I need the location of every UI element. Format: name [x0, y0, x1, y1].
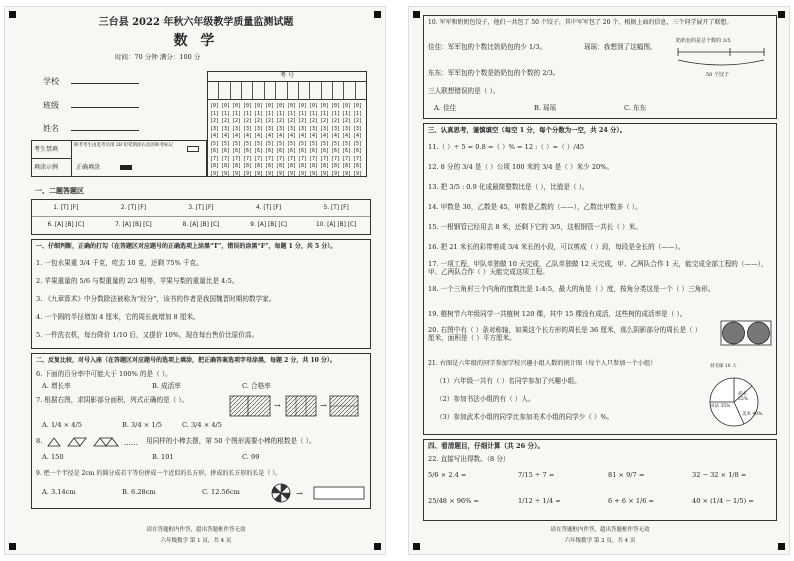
id-digit-bubble[interactable]: [4] [232, 133, 242, 139]
id-digit-bubble[interactable]: [9] [243, 170, 253, 177]
q9-option-b: B. 6.28cm [122, 488, 156, 496]
id-digit-bubble[interactable]: [6] [298, 148, 308, 154]
answer-bubble-group[interactable]: 4. [T] [F] [256, 204, 282, 211]
id-digit-bubble[interactable]: [8] [210, 163, 220, 169]
answer-bubble-group[interactable]: 7. [A] [B] [C] [115, 222, 152, 229]
id-digit-bubble[interactable]: [6] [342, 148, 352, 154]
id-digit-bubble[interactable]: [8] [353, 163, 363, 169]
id-digit-bubble[interactable]: [5] [232, 140, 242, 147]
id-digit-bubble[interactable]: [4] [320, 133, 330, 139]
id-header: 考 号 [208, 72, 366, 82]
id-digit-bubble[interactable]: [2] [221, 118, 231, 124]
id-digit-bubble[interactable]: [1] [342, 110, 352, 117]
id-digit-bubble[interactable]: [5] [298, 140, 308, 147]
pie-label-badminton: 羽毛球 10 人 [710, 364, 737, 369]
id-digit-bubble[interactable]: [8] [243, 163, 253, 169]
svg-text:→: → [274, 401, 281, 410]
id-digit-bubble[interactable]: [9] [210, 170, 220, 177]
answer-bubble-area[interactable] [31, 199, 371, 235]
question-19: 19. 植树节六年级同学一共植树 120 棵，其中 15 棵没有成活，这些树的成活率是（ ）。 [428, 310, 687, 318]
id-digit-bubble[interactable]: [4] [276, 133, 286, 139]
registration-mark [374, 543, 381, 550]
answer-bubble-group[interactable]: 2. [T] [F] [120, 204, 146, 211]
id-digit-bubble[interactable]: [1] [309, 110, 319, 117]
id-digit-bubble[interactable]: [5] [243, 140, 253, 147]
id-digit-row[interactable] [210, 161, 364, 169]
answer-bubble-group[interactable]: 9. [A] [B] [C] [250, 222, 287, 229]
calc-6: 1/12 ÷ 1/4 = [518, 497, 561, 505]
id-digit-bubble[interactable]: [0] [210, 103, 220, 109]
id-digit-bubble[interactable]: [3] [254, 125, 264, 132]
circle-to-rectangle-figure [270, 482, 370, 504]
q10-question: 三人联想错误的是（ ）。 [428, 87, 500, 95]
id-digit-bubble[interactable]: [1] [276, 110, 286, 117]
question-8-number: 8. [36, 437, 43, 445]
id-digit-bubble[interactable]: [8] [320, 163, 330, 169]
id-digit-bubble[interactable]: [0] [309, 103, 319, 109]
svg-text:→: → [296, 489, 303, 498]
student-id-grid[interactable] [207, 71, 367, 177]
id-digit-bubble[interactable]: [7] [320, 155, 330, 162]
q7-option-c: C. 3/4 × 4/5 [182, 421, 222, 429]
id-digit-bubble[interactable]: [8] [287, 163, 297, 169]
question-20: 20. 右图中有（ ）条对称轴，如果这个长方形的周长是 36 厘米，那么阴影部分的周长是（ ）厘米，面积是（ ）平方厘米。 [428, 326, 699, 342]
q10-statement-a: 佳佳：军军包的个数比奶奶包的少 1/3。 [428, 43, 547, 51]
id-digit-bubble[interactable]: [5] [342, 140, 352, 147]
id-digit-bubble[interactable]: [7] [287, 155, 297, 162]
id-digit-bubble[interactable]: [9] [232, 170, 242, 177]
registration-mark [413, 11, 420, 18]
id-digit-bubble[interactable]: [1] [287, 110, 297, 117]
id-digit-bubble[interactable]: [8] [309, 163, 319, 169]
school-field[interactable] [43, 77, 139, 87]
calc-8: 40 × (1/4 − 1/5) = [692, 497, 754, 505]
pie-label-martial-arts: 武术 25% [738, 392, 749, 403]
id-digit-bubble[interactable]: [2] [232, 118, 242, 124]
id-digit-bubble[interactable]: [9] [265, 170, 275, 177]
id-digit-bubble[interactable]: [0] [353, 103, 363, 109]
id-digit-bubble[interactable]: [2] [309, 118, 319, 124]
calc-3: 81 × 9/7 = [608, 471, 645, 479]
id-digit-row[interactable] [210, 109, 364, 117]
field-label: 姓名 [43, 124, 59, 133]
class-field[interactable] [43, 101, 139, 111]
q10-statement-b: 瑶瑶：我想到了这幅图。 [584, 43, 657, 51]
q7-option-b: B. 3/4 × 1/5 [122, 421, 162, 429]
id-digit-bubble[interactable]: [7] [210, 155, 220, 162]
fill-note: 正确填涂 [76, 164, 101, 171]
id-digit-bubble[interactable]: [0] [287, 103, 297, 109]
q8-option-a: A. 150 [42, 453, 64, 461]
id-digit-bubble[interactable]: [8] [232, 163, 242, 169]
q7-option-a: A. 1/4 × 4/5 [42, 421, 82, 429]
section-2-title: 二、反复比较，对号入座（在答题区对应题号的选项上填涂，把正确答案选项字母涂黑，每题 2 分，共 10 分）。 [36, 357, 336, 364]
field-label: 学校 [43, 77, 59, 86]
hatched-rectangles-figure [228, 390, 360, 420]
question-3: 3. 《九章算术》中分数除法被称为“经分”，该书的作者是我国魏晋时期的数学家。 [36, 295, 276, 303]
id-digit-bubble[interactable]: [1] [232, 110, 242, 117]
id-digit-bubble[interactable]: [4] [210, 133, 220, 139]
answer-bubble-group[interactable]: 6. [A] [B] [C] [47, 222, 85, 229]
id-digit-row[interactable] [210, 101, 364, 109]
id-digit-bubble[interactable]: [3] [276, 125, 286, 132]
calc-4: 32 − 32 × 1/8 = [692, 471, 747, 479]
id-digit-bubble[interactable]: [7] [298, 155, 308, 162]
answer-bubble-group[interactable]: 10. [A] [B] [C] [316, 222, 357, 229]
question-8: 用同样的小棒去摆，第 50 个图形需要小棒的根数是（ ）。 [146, 437, 316, 445]
question-4: 4. 一个圆的半径增加 4 厘米，它的周长就增加 8 厘米。 [36, 313, 200, 321]
section-4-title: 四、看清题目，仔细计算（共 26 分）。 [428, 442, 544, 450]
id-digit-bubble[interactable]: [5] [265, 140, 275, 147]
id-digit-bubble[interactable]: [8] [342, 163, 352, 169]
id-digit-bubble[interactable]: [2] [298, 118, 308, 124]
id-digit-bubble[interactable]: [3] [221, 125, 231, 132]
section-2-box [31, 353, 371, 509]
id-digit-bubble[interactable]: [7] [342, 155, 352, 162]
answer-area-title: 一、二题答题区 [35, 186, 84, 195]
id-digit-bubble[interactable]: [7] [232, 155, 242, 162]
question-9: 9. 把一个半径是 2cm 的圆分成若干等份拼成一个近似的长方形，拼成的长方形的长是（ ）。 [36, 470, 282, 477]
id-digit-bubble[interactable]: [5] [254, 140, 264, 147]
id-digit-bubble[interactable]: [2] [353, 118, 363, 124]
field-label: 班级 [43, 101, 59, 110]
id-digit-bubble[interactable]: [0] [254, 103, 264, 109]
id-digit-bubble[interactable]: [7] [221, 155, 231, 162]
question-21: 21. 右图是六年级的同学参加学校兴趣小组人数的统计图（每个人只参加一个小组） [428, 360, 657, 367]
question-17: 17. 一项工程，甲队单独做 10 天完成，乙队单独做 12 天完成，甲、乙两队合作 1 天，能完成全部工程的（——），甲、乙两队合作（ ）天能完成这项工程。 [428, 260, 768, 276]
id-digit-bubble[interactable]: [0] [221, 103, 231, 109]
id-digit-bubble[interactable]: [6] [331, 148, 341, 154]
id-digit-bubble[interactable]: [4] [309, 133, 319, 139]
question-12: 12. 8 分的 3/4 是（ ）公顷 100 米的 3/4 是（ ）米少 20%。 [428, 163, 614, 171]
svg-text:→: → [320, 401, 327, 410]
id-digit-bubble[interactable]: [5] [331, 140, 341, 147]
id-digit-bubble[interactable]: [1] [210, 110, 220, 117]
q6-option-a: A. 增长率 [42, 382, 71, 390]
calc-2: 7/15 ÷ 7 = [518, 471, 555, 479]
id-digit-bubble[interactable]: [4] [243, 133, 253, 139]
answer-row [32, 200, 370, 217]
name-field[interactable] [43, 124, 139, 134]
id-digit-bubble[interactable]: [1] [353, 110, 363, 117]
id-digit-bubble[interactable]: [3] [320, 125, 330, 132]
question-15: 15. 一根钢管已经用去 8 米，还剩下它的 3/5，这根钢管一共长（ ）米。 [428, 223, 642, 231]
id-digit-bubble[interactable]: [2] [331, 118, 341, 124]
q10-option-a: A. 佳佳 [434, 104, 457, 112]
registration-mark [9, 543, 16, 550]
question-6: 6. 下面的百分率中可能大于 100% 的是（ ）。 [36, 370, 172, 378]
id-digit-bubble[interactable]: [6] [254, 148, 264, 154]
id-digit-bubble[interactable]: [4] [265, 133, 275, 139]
id-digit-bubble[interactable]: [9] [221, 170, 231, 177]
id-digit-bubble[interactable]: [5] [221, 140, 231, 147]
page-2-footer-page: 六年级数学 第 2 页，共 4 页 [564, 538, 636, 544]
q9-option-a: A. 3.14cm [42, 488, 76, 496]
id-digit-bubble[interactable]: [3] [331, 125, 341, 132]
id-digit-bubble[interactable]: [5] [309, 140, 319, 147]
id-digit-bubble[interactable]: [4] [221, 133, 231, 139]
id-digit-bubble[interactable]: [2] [265, 118, 275, 124]
q8-option-b: B. 101 [152, 453, 174, 461]
id-digit-bubble[interactable]: [7] [309, 155, 319, 162]
id-digit-bubble[interactable]: [8] [254, 163, 264, 169]
id-digit-bubble[interactable]: [6] [243, 148, 253, 154]
svg-text:……: …… [124, 439, 138, 447]
id-digit-bubble[interactable]: [3] [353, 125, 363, 132]
id-digit-bubble[interactable]: [2] [276, 118, 286, 124]
id-digit-bubble[interactable]: [9] [353, 170, 363, 177]
page-2-footer-note: 请在答题框内作答，超出答题框作答无效 [550, 527, 650, 533]
id-digit-bubble[interactable]: [5] [320, 140, 330, 147]
id-digit-bubble[interactable]: [6] [265, 148, 275, 154]
question-21-3: （3）参加武术小组的同学比参加美术小组的同学少（ ）%。 [436, 413, 614, 421]
id-digit-bubble[interactable]: [2] [210, 118, 220, 124]
subject-title: 数 学 [173, 33, 219, 49]
id-digit-bubble[interactable]: [3] [243, 125, 253, 132]
q20-circles-rectangle-figure [720, 320, 772, 346]
id-digit-bubble[interactable]: [6] [210, 148, 220, 154]
id-digit-bubble[interactable]: [4] [342, 133, 352, 139]
id-digit-bubble[interactable]: [1] [265, 110, 275, 117]
id-digit-bubble[interactable]: [1] [298, 110, 308, 117]
q10-option-c: C. 东东 [624, 104, 647, 112]
id-digit-row[interactable] [210, 124, 364, 132]
pie-label-art: 美术 40% [742, 412, 763, 417]
section-1-title: 一、仔细判断，正确的打勾（在答题区对应题号的正确选项上涂黑“T”，错误的涂黑“F”，每题 1 分，共 5 分）。 [36, 243, 337, 250]
question-14: 14. 甲数是 30，乙数是 45，甲数是乙数的（——），乙数比甲数多（ ）。 [428, 203, 642, 211]
id-digit-bubble[interactable]: [5] [210, 140, 220, 147]
id-digit-bubble[interactable]: [9] [320, 170, 330, 177]
section-3-title: 三、认真思考，谨慎填空（每空 1 分，每个分数为一空，共 24 分）。 [428, 126, 626, 134]
calc-7: 6 + 6 × 1/6 = [608, 497, 655, 505]
id-digit-bubble[interactable]: [8] [298, 163, 308, 169]
id-digit-bubble[interactable]: [0] [320, 103, 330, 109]
answer-bubble-group[interactable]: 1. [T] [F] [53, 204, 79, 211]
id-digit-bubble[interactable]: [9] [254, 170, 264, 177]
id-digit-bubble[interactable]: [0] [243, 103, 253, 109]
q10-diagram-top-label: 奶奶包的是总个数的 3/5 [676, 38, 731, 44]
id-digit-bubble[interactable]: [7] [276, 155, 286, 162]
question-18: 18. 一个三角形三个内角的度数比是 1:4:5，最大的角是（ ）度，按角分类这是一个（ ）三角形。 [428, 285, 715, 293]
id-digit-bubble[interactable]: [0] [265, 103, 275, 109]
id-digit-bubble[interactable]: [4] [254, 133, 264, 139]
q6-option-b: B. 成活率 [152, 382, 181, 390]
exam-marks-box [31, 140, 207, 177]
id-digit-row[interactable] [210, 139, 364, 147]
question-13: 13. 把 3/5 : 0.9 化成最简整数比是（ ），比值是（ ）。 [428, 183, 589, 191]
question-2: 2. 苹果重量的 5/6 与梨重量的 2/3 相等，苹果与梨的重量比是 4:5。 [36, 277, 239, 285]
id-digit-bubble[interactable]: [4] [298, 133, 308, 139]
id-digit-bubble[interactable]: [5] [287, 140, 297, 147]
id-digit-bubble[interactable]: [7] [243, 155, 253, 162]
q10-diagram-bottom-label: 50 个饺子 [706, 72, 729, 78]
id-digit-bubble[interactable]: [6] [287, 148, 297, 154]
id-digit-bubble[interactable]: [0] [331, 103, 341, 109]
id-digit-bubble[interactable]: [6] [309, 148, 319, 154]
time-info: 时间：70 分钟 满分：100 分 [115, 53, 201, 61]
id-digit-bubble[interactable]: [0] [276, 103, 286, 109]
id-digit-row[interactable] [210, 131, 364, 139]
id-digit-bubble[interactable]: [3] [265, 125, 275, 132]
id-digit-bubble[interactable]: [9] [298, 170, 308, 177]
id-digit-row[interactable] [210, 116, 364, 124]
id-digit-bubble[interactable]: [3] [287, 125, 297, 132]
id-digit-bubble[interactable]: [7] [353, 155, 363, 162]
id-digit-bubble[interactable]: [8] [221, 163, 231, 169]
id-digit-row[interactable] [210, 154, 364, 162]
registration-mark [413, 543, 420, 550]
id-digit-bubble[interactable]: [3] [298, 125, 308, 132]
id-digit-bubble[interactable]: [1] [254, 110, 264, 117]
id-digit-bubble[interactable]: [9] [287, 170, 297, 177]
answer-row [32, 217, 370, 234]
id-digit-bubble[interactable]: [7] [331, 155, 341, 162]
id-digit-bubble[interactable]: [2] [243, 118, 253, 124]
id-digit-bubble[interactable]: [6] [221, 148, 231, 154]
id-digit-bubble[interactable]: [2] [287, 118, 297, 124]
answer-bubble-group[interactable]: 3. [T] [F] [188, 204, 214, 211]
q9-option-c: C. 12.56cm [202, 488, 240, 496]
id-digit-bubble[interactable]: [6] [276, 148, 286, 154]
fill-example-mark [120, 165, 132, 170]
section-4-box [423, 439, 777, 521]
registration-mark [778, 11, 785, 18]
exam-page-2 [408, 6, 790, 555]
id-digit-bubble[interactable]: [8] [276, 163, 286, 169]
id-digit-bubble[interactable]: [3] [309, 125, 319, 132]
id-digit-bubble[interactable]: [2] [342, 118, 352, 124]
id-digit-bubble[interactable]: [3] [232, 125, 242, 132]
id-digit-bubble[interactable]: [7] [265, 155, 275, 162]
id-digit-bubble[interactable]: [2] [254, 118, 264, 124]
pie-label-calligraphy: 书法 35% [710, 404, 731, 409]
q8-option-c: C. 99 [242, 453, 260, 461]
question-10: 10. 军军和奶奶包饺子，他们一共包了 50 个饺子，其中军军包了 20 个，根据上面的信息，三个同学展开了联想。 [428, 19, 733, 26]
question-5: 5. 一件洗衣机，每台降价 1/10 后，又提价 10%，现在每台售价比原价高。 [36, 331, 259, 339]
id-digit-bubble[interactable]: [4] [331, 133, 341, 139]
page-1-footer-note: 请在答题框内作答，超出答题框作答无效 [146, 527, 246, 533]
calc-1: 5/6 × 2.4 = [428, 471, 467, 479]
question-16: 16. 把 21 米长的彩带剪成 3/4 米长的小段，可以剪成（ ）段，每段是全长的（——）。 [428, 243, 685, 251]
id-digit-bubble[interactable]: [1] [221, 110, 231, 117]
id-digit-bubble[interactable]: [3] [210, 125, 220, 132]
answer-bubble-group[interactable]: 5. [T] [F] [323, 204, 349, 211]
id-digit-row[interactable] [210, 146, 364, 154]
id-digit-bubble[interactable]: [7] [254, 155, 264, 162]
question-21-1: （1）六年级一共有（ ）名同学参加了兴趣小组。 [436, 377, 581, 385]
id-digit-bubble[interactable]: [1] [331, 110, 341, 117]
absent-note: 缺考考生由监考员用 2B 铅笔填涂右边的缺考标记 [74, 143, 174, 148]
page-1-footer-page: 六年级数学 第 1 页，共 4 页 [160, 538, 232, 544]
calc-5: 25/48 × 96% = [428, 497, 479, 505]
question-21-2: （2）参加书法小组的有（ ）人。 [436, 395, 535, 403]
id-digit-bubble[interactable]: [0] [298, 103, 308, 109]
id-digit-bubble[interactable]: [1] [243, 110, 253, 117]
id-digit-bubble[interactable]: [6] [353, 148, 363, 154]
id-digit-bubble[interactable]: [0] [232, 103, 242, 109]
q10-statement-c: 东东：军军包的个数是奶奶包的个数的 2/3。 [428, 69, 560, 77]
id-digit-row[interactable] [210, 169, 364, 177]
id-digit-bubble[interactable]: [2] [320, 118, 330, 124]
id-digit-bubble[interactable]: [6] [232, 148, 242, 154]
id-digit-bubble[interactable]: [0] [342, 103, 352, 109]
id-digit-bubble[interactable]: [8] [265, 163, 275, 169]
question-10-box [423, 15, 777, 119]
id-digit-bubble[interactable]: [9] [276, 170, 286, 177]
absent-checkbox[interactable] [187, 146, 199, 152]
exam-title: 三台县 2022 年秋六年级教学质量监测试题 [98, 17, 294, 28]
absent-label: 考生禁填 [32, 141, 72, 159]
exam-page-1 [4, 6, 386, 555]
interest-group-pie-chart [694, 370, 774, 430]
question-7: 7. 根据右图，求阴影部分面积，列式正确的是（ ）。 [36, 396, 189, 404]
id-digit-bubble[interactable]: [1] [320, 110, 330, 117]
id-digit-bubble[interactable]: [5] [276, 140, 286, 147]
question-22: 22. 直接写出得数。（8 分） [428, 455, 510, 463]
id-digit-bubble[interactable]: [4] [353, 133, 363, 139]
stick-triangle-pattern [46, 436, 142, 448]
fill-label: 填涂示例 [32, 159, 72, 177]
id-digit-bubble[interactable]: [9] [342, 170, 352, 177]
id-digit-bubble[interactable]: [9] [309, 170, 319, 177]
id-digit-bubble[interactable]: [8] [331, 163, 341, 169]
q6-option-c: C. 合格率 [242, 382, 271, 390]
q10-option-b: B. 瑶瑶 [534, 104, 557, 112]
answer-bubble-group[interactable]: 8. [A] [B] [C] [182, 222, 220, 229]
section-3-box [423, 123, 777, 435]
id-digit-bubble[interactable]: [4] [287, 133, 297, 139]
id-digit-bubble[interactable]: [9] [331, 170, 341, 177]
question-11: 11.（ ）÷ 5 = 0.8 =（ ）% = 12 :（ ）=（ ）/45 [428, 143, 585, 151]
registration-mark [778, 543, 785, 550]
id-digit-bubble[interactable]: [5] [353, 140, 363, 147]
section-1-box [31, 239, 371, 349]
id-digit-bubble[interactable]: [6] [320, 148, 330, 154]
id-digit-bubble[interactable]: [3] [342, 125, 352, 132]
question-1: 1. 一包水果重 3/4 千克，吃去 10 克，还剩 75% 千克。 [36, 259, 203, 267]
